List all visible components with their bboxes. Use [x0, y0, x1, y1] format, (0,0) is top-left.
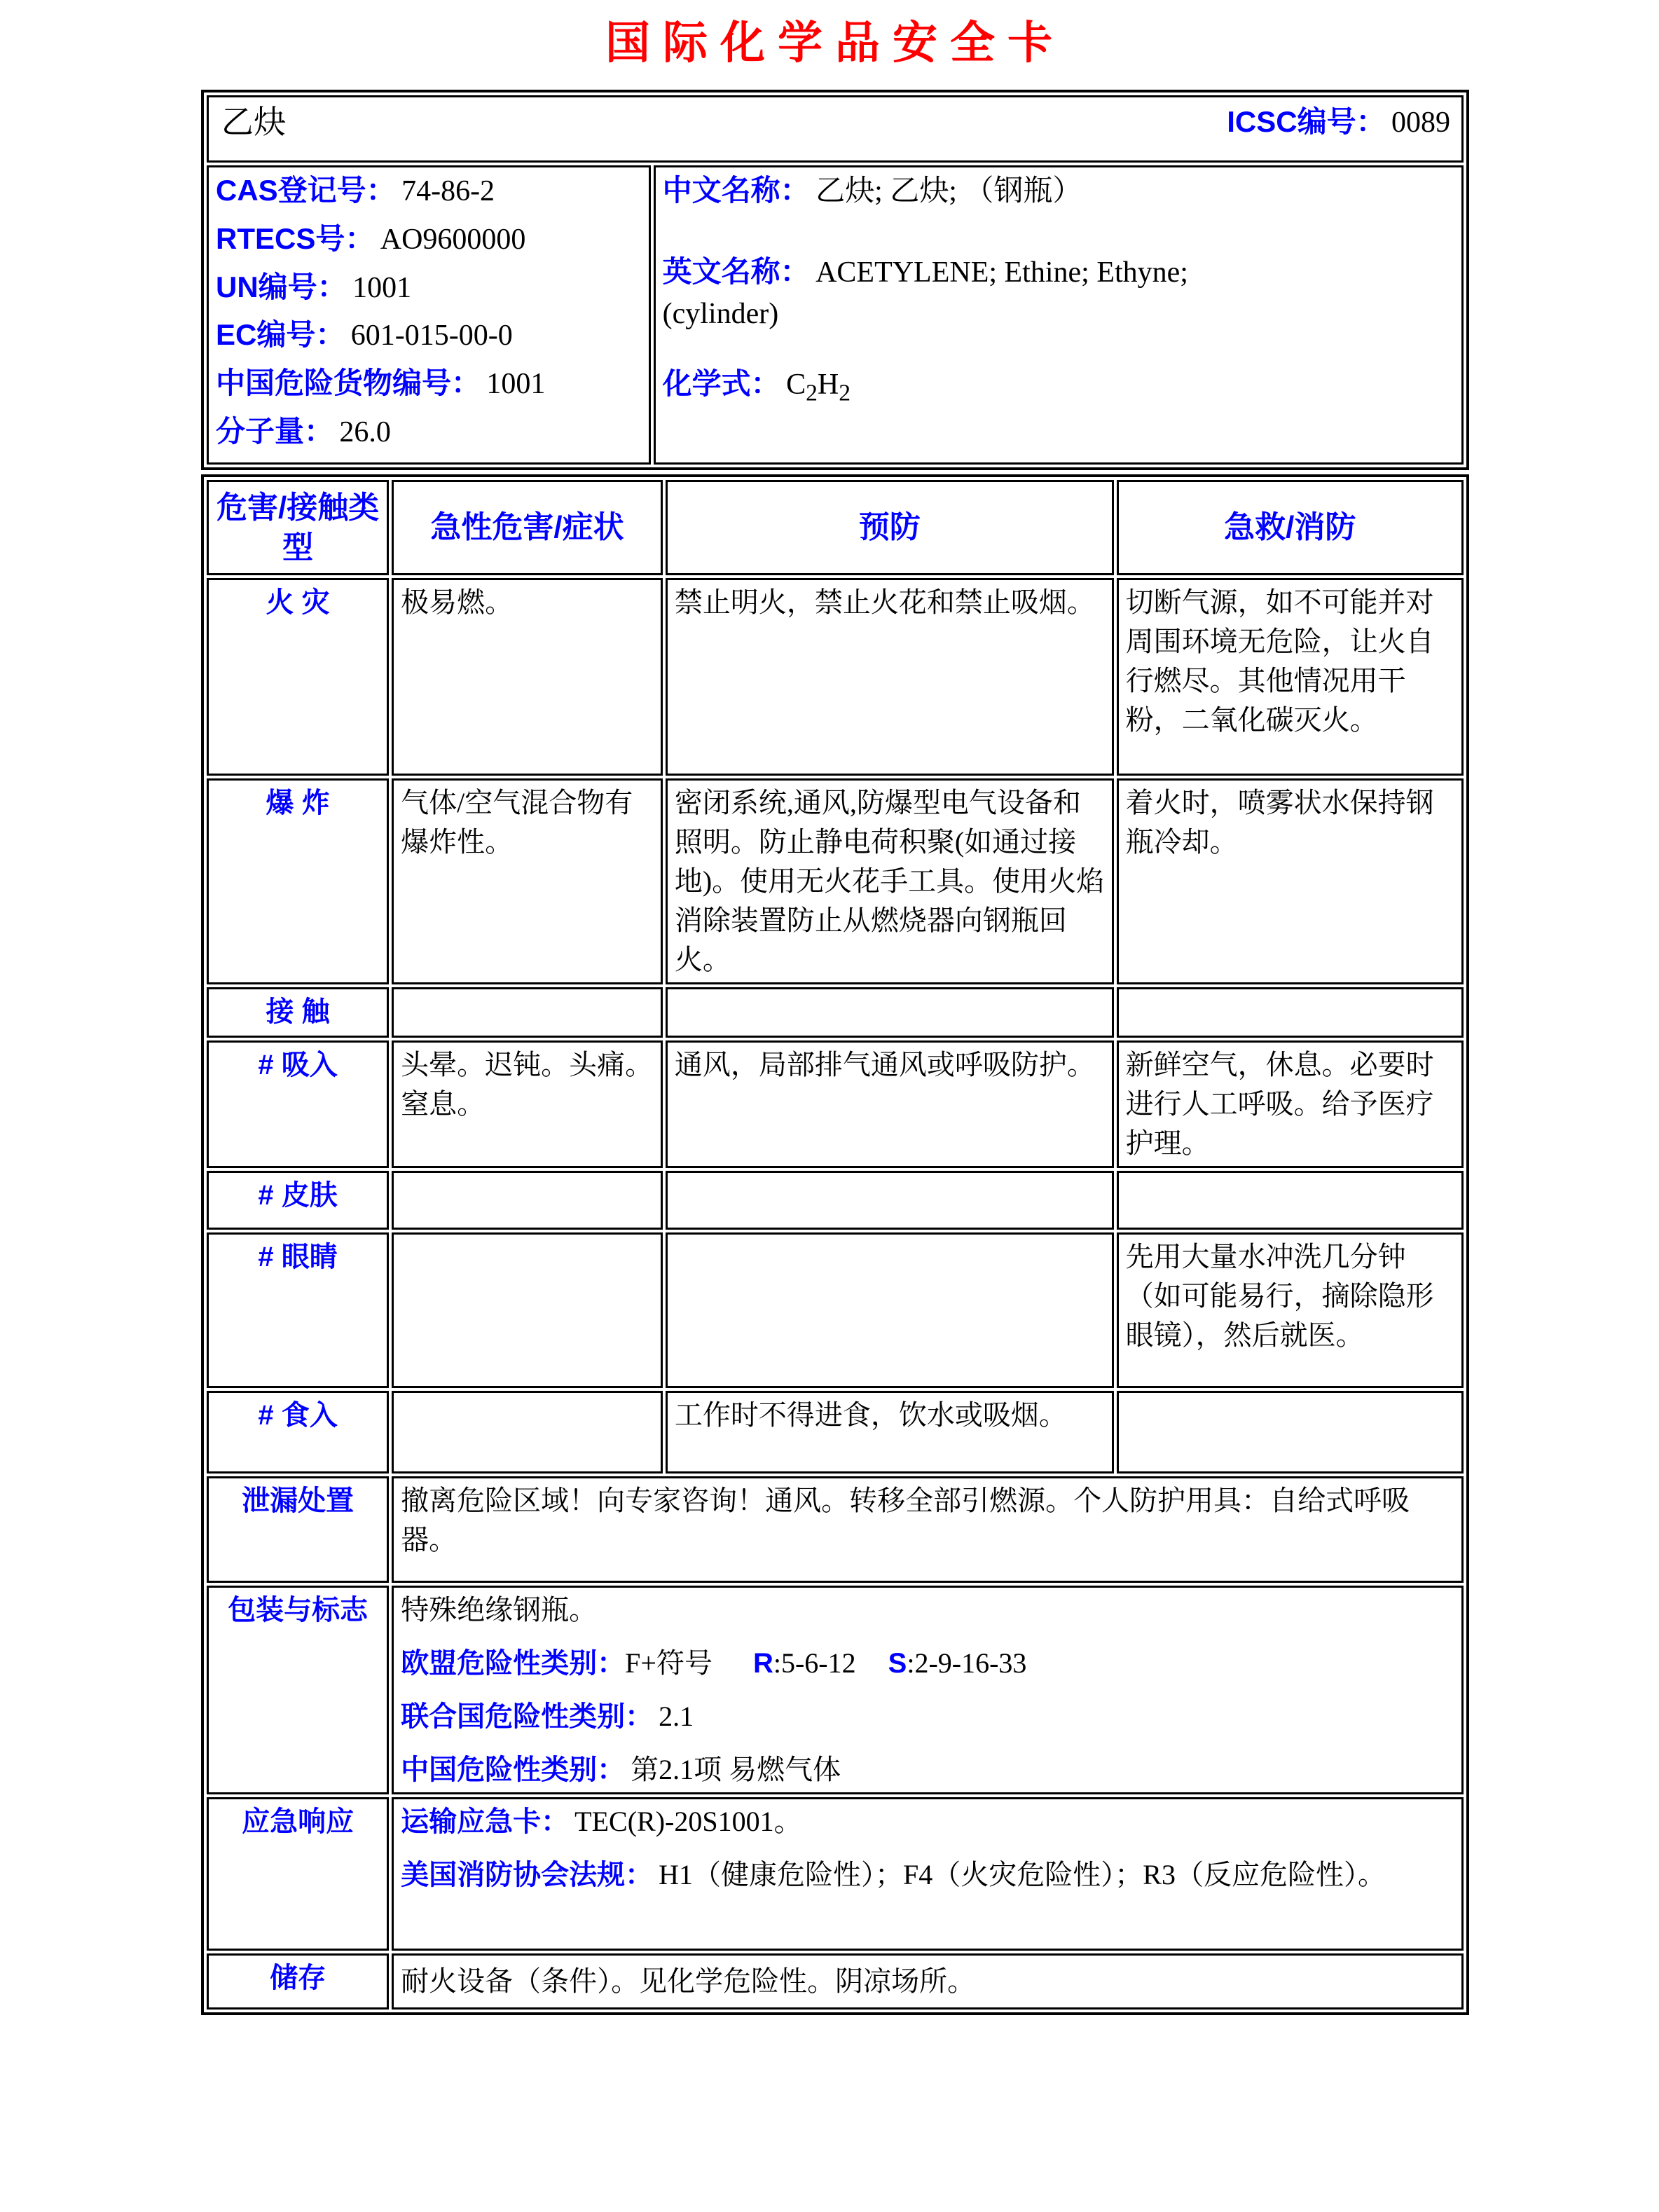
- english-name-label: 英文名称：: [662, 254, 810, 288]
- storage-label: 储存: [207, 1953, 389, 2010]
- ingestion-first-aid-cell: [1117, 1391, 1464, 1473]
- inhalation-symptoms-cell: 头晕。迟钝。头痛。窒息。: [392, 1040, 663, 1168]
- chemical-formula-label: 化学式：: [662, 367, 780, 401]
- ec-number: [216, 315, 642, 357]
- fire-first-aid-cell: 切断气源，如不可能并对周围环境无危险，让火自行燃尽。其他情况用干粉，二氧化碳灭火。: [1117, 578, 1464, 776]
- ec-value: 601-015-00-0: [350, 320, 513, 352]
- ingestion-row-label: # 食入: [207, 1391, 389, 1473]
- transport-emergency-card-value: TEC(R)-20S1001。: [574, 1805, 802, 1837]
- header-prevention: 预防: [666, 480, 1114, 575]
- formula-subscript-2: 2: [839, 380, 851, 406]
- packaging-cylinder-note: 特殊绝缘钢瓶。: [401, 1593, 598, 1626]
- names-cell: [654, 165, 1464, 465]
- ingestion-symptoms-cell: [392, 1391, 663, 1473]
- storage-row: [207, 1953, 1464, 2010]
- exposure-first-aid-cell: [1117, 987, 1464, 1038]
- exposure-symptoms-cell: [392, 987, 663, 1038]
- eu-hazard-class-label: 欧盟危险性类别：: [401, 1647, 626, 1679]
- substance-header-cell: [207, 95, 1464, 163]
- china-dg-label: 中国危险货物编号：: [216, 366, 481, 400]
- hazard-row-ingestion: [207, 1391, 1464, 1473]
- inhalation-first-aid-cell: 新鲜空气，休息。必要时进行人工呼吸。给予医疗护理。: [1117, 1040, 1464, 1168]
- inhalation-prevention-cell: 通风，局部排气通风或呼吸防护。: [666, 1040, 1114, 1168]
- chinese-name-value: 乙炔; 乙炔; （钢瓶）: [815, 175, 1082, 207]
- hazard-row-inhalation: [207, 1040, 1464, 1168]
- spill-disposal-row: [207, 1476, 1464, 1583]
- explosion-row-label: 爆 炸: [207, 778, 389, 984]
- skin-prevention-cell: [666, 1171, 1114, 1230]
- explosion-symptoms-cell: 气体/空气混合物有爆炸性。: [392, 778, 663, 984]
- molecular-weight-value: 26.0: [339, 415, 391, 448]
- fire-prevention-cell: 禁止明火，禁止火花和禁止吸烟。: [666, 578, 1114, 776]
- s-phrases-label: S: [888, 1647, 907, 1679]
- skin-symptoms-cell: [392, 1171, 663, 1230]
- cas-number: [216, 170, 642, 212]
- molecular-weight-label: 分子量：: [216, 414, 334, 448]
- safety-card-page: [201, 0, 1469, 2015]
- substance-name: 乙炔: [221, 104, 286, 140]
- english-name-value: ACETYLENE; Ethine; Ethyne;: [815, 256, 1188, 289]
- emergency-response-label: 应急响应: [207, 1797, 389, 1951]
- rtecs-label: RTECS号：: [216, 221, 375, 255]
- substance-header-row: [207, 95, 1464, 163]
- explosion-prevention-cell: 密闭系统,通风,防爆型电气设备和照明。防止静电荷积聚(如通过接地)。使用无火花手工具。使用火焰消除装置防止从燃烧器向钢瓶回火。: [666, 778, 1114, 984]
- rtecs-value: AO9600000: [380, 223, 526, 256]
- eyes-first-aid-cell: 先用大量水冲洗几分钟（如可能易行，摘除隐形眼镜），然后就医。: [1117, 1232, 1464, 1388]
- icsc-value: 0089: [1391, 107, 1450, 139]
- inhalation-row-label: # 吸入: [207, 1040, 389, 1168]
- hazard-table: [201, 474, 1469, 2015]
- un-label: UN编号：: [216, 270, 347, 303]
- un-hazard-class-label: 联合国危险性类别：: [401, 1701, 654, 1732]
- spill-disposal-content: 撤离危险区域！向专家咨询！通风。转移全部引燃源。个人防护用具：自给式呼吸器。: [392, 1476, 1464, 1583]
- un-number: [216, 267, 642, 309]
- exposure-row-label: 接 触: [207, 987, 389, 1038]
- header-symptoms: 急性危害/症状: [392, 480, 663, 575]
- identity-table: [201, 90, 1469, 470]
- icsc-label: ICSC编号：: [1227, 105, 1386, 139]
- china-hazard-class: [401, 1750, 1454, 1789]
- transport-emergency-card-label: 运输应急卡：: [401, 1806, 570, 1837]
- header-hazard-type: 危害/接触类型: [207, 480, 389, 575]
- exposure-prevention-cell: [666, 987, 1114, 1038]
- s-phrases-value: :2-9-16-33: [907, 1647, 1027, 1679]
- chinese-name-label: 中文名称：: [662, 174, 810, 207]
- transport-emergency-card: [401, 1802, 1454, 1841]
- hazard-table-header-row: [207, 480, 1464, 575]
- china-hazard-class-value: 第2.1项 易燃气体: [631, 1753, 841, 1785]
- china-dg-value: 1001: [486, 368, 546, 401]
- chemical-formula: [663, 364, 1454, 406]
- packaging-labelling-content: [392, 1586, 1464, 1794]
- storage-content: 耐火设备（条件）。见化学危险性。阴凉场所。: [392, 1953, 1464, 2010]
- hazard-row-eyes: [207, 1232, 1464, 1388]
- identifiers-cell: [207, 165, 651, 465]
- hazard-row-skin: [207, 1171, 1464, 1230]
- eu-hazard-class-value: F+符号: [625, 1647, 713, 1679]
- english-name: [663, 252, 1454, 335]
- emergency-response-content: [392, 1797, 1464, 1951]
- china-dg-number: [216, 363, 642, 405]
- eyes-symptoms-cell: [392, 1232, 663, 1388]
- cas-label: CAS登记号：: [216, 174, 396, 207]
- header-first-aid: 急救/消防: [1117, 480, 1464, 575]
- explosion-first-aid-cell: 着火时，喷雾状水保持钢瓶冷却。: [1117, 778, 1464, 984]
- china-hazard-class-label: 中国危险性类别：: [401, 1754, 626, 1785]
- page-title: 国际化学品安全卡: [605, 18, 1065, 68]
- packaging-labelling-label: 包装与标志: [207, 1586, 389, 1794]
- ec-label: EC编号：: [216, 318, 345, 352]
- eyes-prevention-cell: [666, 1232, 1114, 1388]
- ingestion-prevention-cell: 工作时不得进食，饮水或吸烟。: [666, 1391, 1114, 1473]
- spill-disposal-label: 泄漏处置: [207, 1476, 389, 1583]
- english-name-value-2: (cylinder): [662, 297, 779, 330]
- identity-info-row: [207, 165, 1464, 465]
- un-value: 1001: [352, 271, 412, 304]
- nfpa-code-label: 美国消防协会法规：: [401, 1859, 654, 1890]
- icsc-number: [1227, 102, 1454, 144]
- rtecs-number: [216, 219, 642, 261]
- formula-element-1: C: [786, 369, 806, 401]
- hazard-row-exposure: [207, 987, 1464, 1038]
- emergency-response-row: [207, 1797, 1464, 1951]
- cas-value: 74-86-2: [401, 175, 495, 207]
- formula-element-2: H: [817, 369, 839, 401]
- r-phrases-label: R: [752, 1647, 773, 1679]
- un-hazard-class: [401, 1697, 1454, 1736]
- chinese-name: [663, 170, 1454, 212]
- formula-subscript-1: 2: [806, 380, 818, 406]
- hazard-row-explosion: [207, 778, 1464, 984]
- nfpa-code: [401, 1855, 1454, 1895]
- skin-first-aid-cell: [1117, 1171, 1464, 1230]
- r-phrases-value: :5-6-12: [773, 1647, 856, 1679]
- packaging-labelling-row: [207, 1586, 1464, 1794]
- fire-row-label: 火 灾: [207, 578, 389, 776]
- molecular-weight: [216, 411, 642, 453]
- skin-row-label: # 皮肤: [207, 1171, 389, 1230]
- hazard-row-fire: [207, 578, 1464, 776]
- nfpa-code-value: H1（健康危险性）；F4（火灾危险性）；R3（反应危险性）。: [659, 1858, 1386, 1890]
- un-hazard-class-value: 2.1: [659, 1700, 694, 1732]
- eyes-row-label: # 眼睛: [207, 1232, 389, 1388]
- fire-symptoms-cell: 极易燃。: [392, 578, 663, 776]
- eu-hazard-class: [401, 1644, 1454, 1683]
